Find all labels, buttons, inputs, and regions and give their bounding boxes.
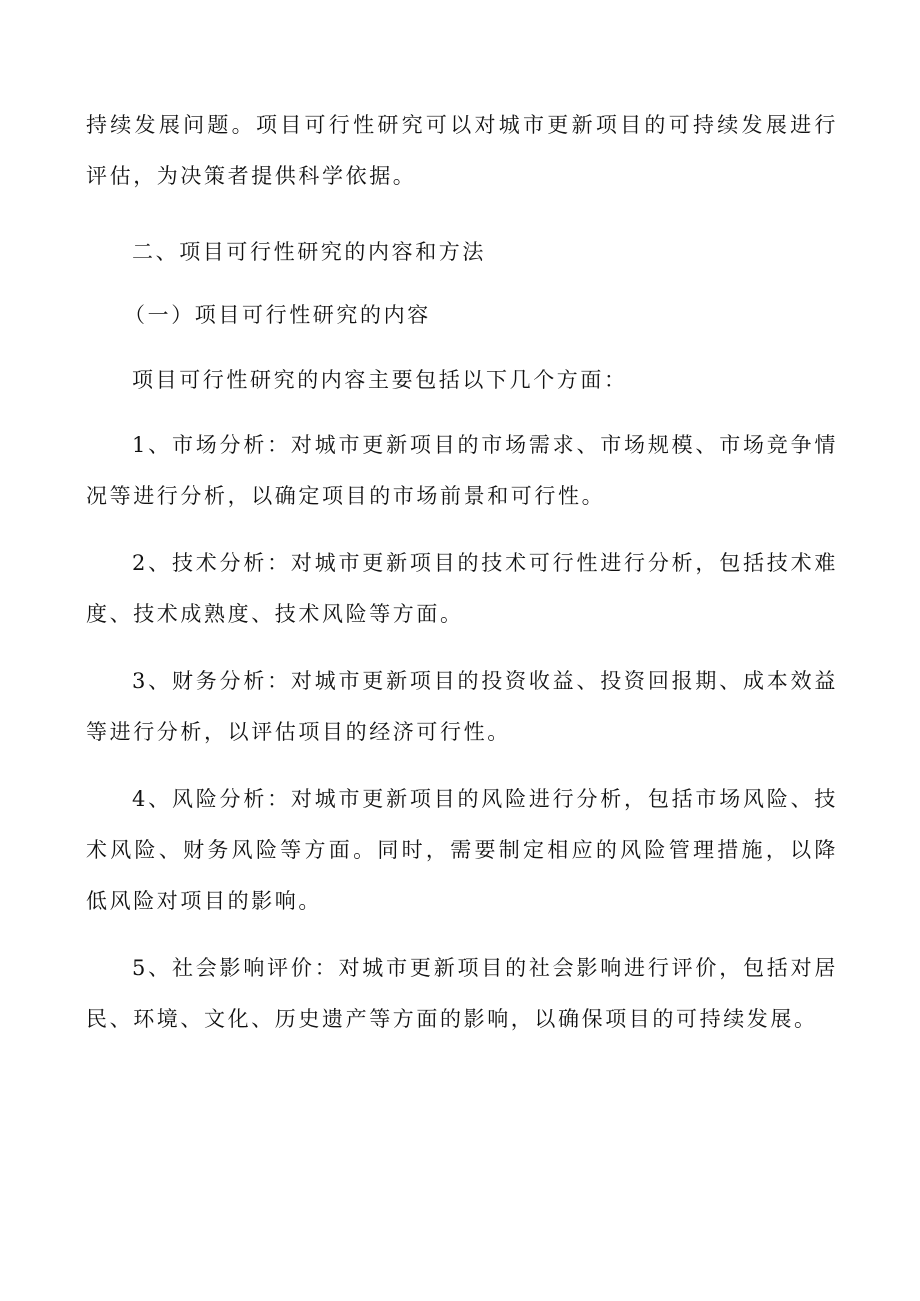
section-heading: 二、项目可行性研究的内容和方法 [132, 240, 486, 264]
list-item-risk-analysis: 4、风险分析：对城市更新项目的风险进行分析，包括市场风险、技术风险、财务风险等方面。同时，需要制定相应的风险管理措施，以降低风险对项目的影响。 [86, 787, 838, 913]
list-item-social-impact: 5、社会影响评价：对城市更新项目的社会影响进行评价，包括对居民、环境、文化、历史遗产等方面的影响，以确保项目的可持续发展。 [86, 956, 838, 1031]
paragraph-continuation: 持续发展问题。项目可行性研究可以对城市更新项目的可持续发展进行评估，为决策者提供科学依据。 [86, 113, 838, 188]
list-item-financial-analysis: 3、财务分析：对城市更新项目的投资收益、投资回报期、成本效益等进行分析，以评估项目的经济可行性。 [86, 669, 838, 744]
list-item-technical-analysis: 2、技术分析：对城市更新项目的技术可行性进行分析，包括技术难度、技术成熟度、技术风险等方面。 [86, 551, 838, 626]
list-item-market-analysis: 1、市场分析：对城市更新项目的市场需求、市场规模、市场竞争情况等进行分析，以确定项目的市场前景和可行性。 [86, 433, 838, 508]
subsection-heading: （一）项目可行性研究的内容 [124, 303, 431, 327]
paragraph-intro: 项目可行性研究的内容主要包括以下几个方面： [132, 368, 628, 392]
